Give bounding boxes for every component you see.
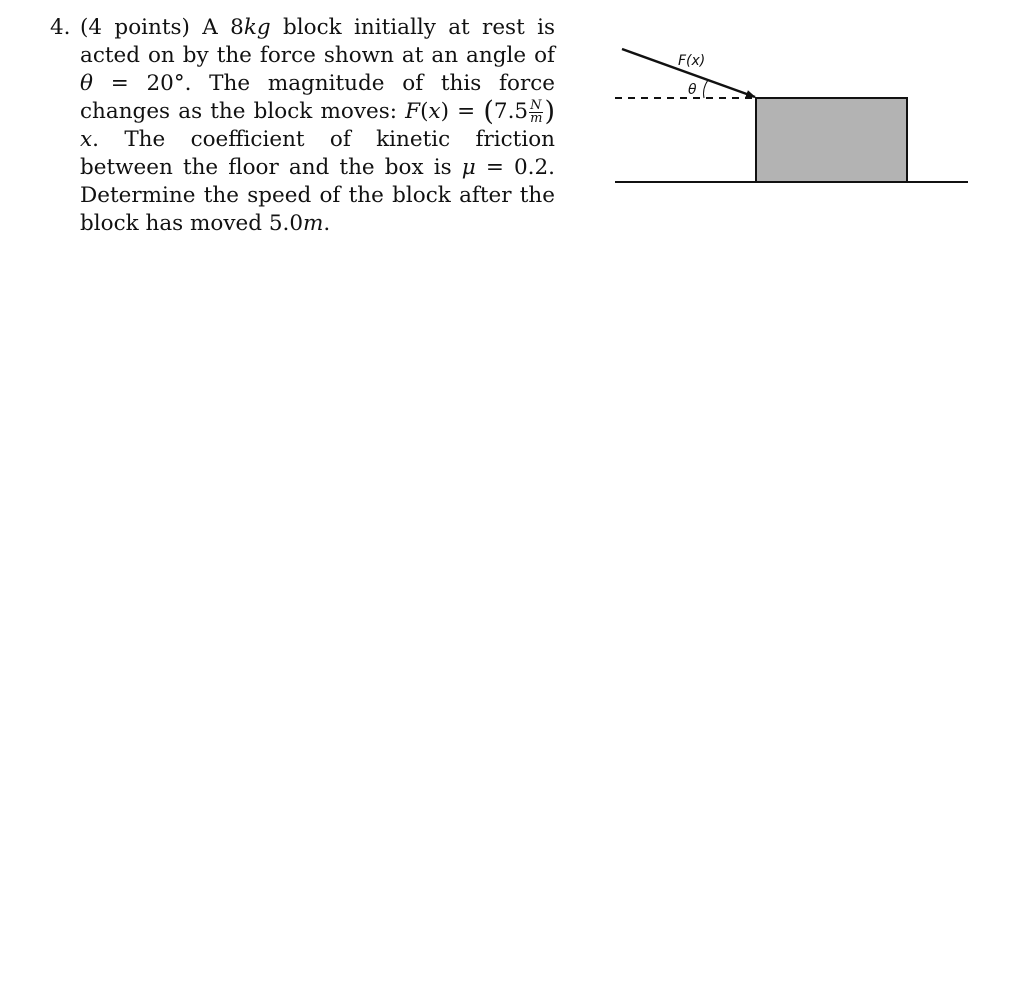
problem-text [80,14,555,238]
unit-fraction [529,97,543,126]
mu-symbol: μ [461,155,476,180]
x-symbol: x [428,99,441,124]
fraction-numerator: N [530,97,542,113]
paren-left: ( [483,96,494,127]
text-segment: block initially at rest is acted on by the force shown at an angle of [80,15,555,68]
block [756,98,907,182]
angle-label: θ [688,82,697,98]
angle-arc [704,80,709,98]
unit-m: m [303,211,324,236]
problem-number: 4. [50,15,71,40]
force-symbol: F [405,99,421,124]
problem-statement [50,14,555,238]
x-symbol: x [80,127,93,152]
text-segment: ) = [440,99,484,124]
force-label: F(x) [678,53,706,69]
theta-symbol: θ [80,71,93,96]
text-segment: = 20°. The magnitude of this force changes as the block moves: [80,71,555,124]
text-segment: . [323,211,331,236]
points-label: (4 points) [80,15,190,40]
text-segment: . The coefficient of kinetic friction between the floor and the box is [80,127,555,180]
text-segment: ( [420,99,429,124]
text-segment: = 0.2. Determine the speed of the block after the block has moved 5.0 [80,155,555,236]
unit-kg: kg [243,15,271,40]
text-segment: A 8 [202,15,244,40]
paren-right: ) [544,96,555,127]
force-diagram [600,40,972,190]
fraction-denominator: m [530,110,543,126]
spring-coefficient: 7.5 [493,99,529,124]
